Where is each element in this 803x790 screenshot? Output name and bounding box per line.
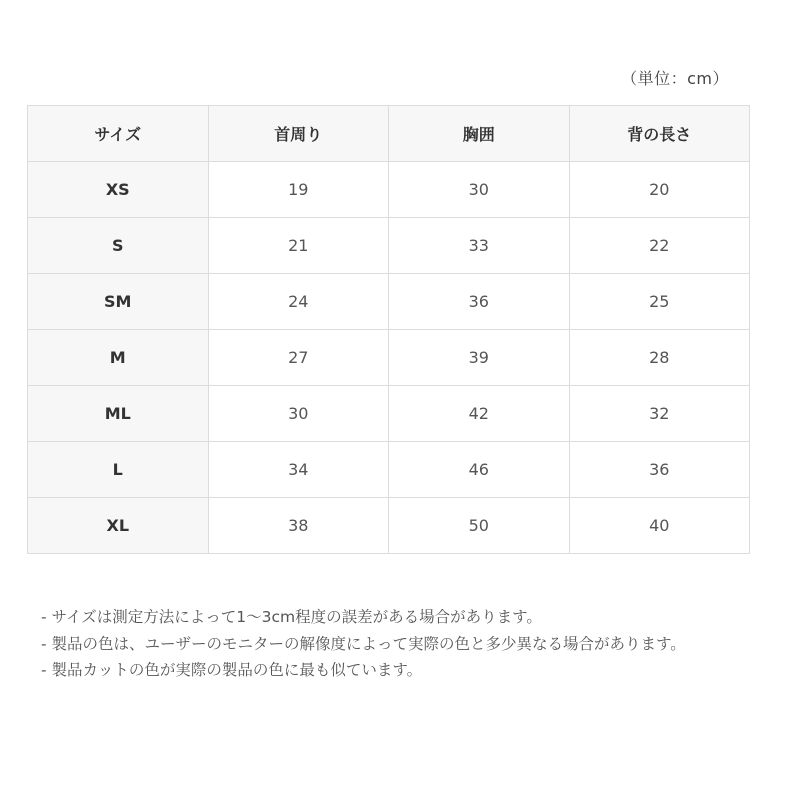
header-size: サイズ	[28, 106, 209, 162]
table-row	[28, 498, 750, 554]
note-product-cut-color: - 製品カットの色が実際の製品の色に最も似ています。	[41, 661, 423, 679]
chest-cell: 36	[389, 274, 570, 330]
table-row	[28, 162, 750, 218]
size-table	[27, 105, 750, 554]
header-back-length: 背の長さ	[569, 106, 750, 162]
back-length-cell: 20	[569, 162, 750, 218]
size-cell: S	[28, 218, 209, 274]
size-cell: SM	[28, 274, 209, 330]
neck-cell: 19	[208, 162, 389, 218]
size-cell: ML	[28, 386, 209, 442]
note-measurement-error: - サイズは測定方法によって1～3cm程度の誤差がある場合があります。	[41, 608, 542, 626]
neck-cell: 38	[208, 498, 389, 554]
back-length-cell: 40	[569, 498, 750, 554]
table-header-row	[28, 106, 750, 162]
chest-cell: 30	[389, 162, 570, 218]
chest-cell: 46	[389, 442, 570, 498]
back-length-cell: 28	[569, 330, 750, 386]
size-cell: M	[28, 330, 209, 386]
note-monitor-color: - 製品の色は、ユーザーのモニターの解像度によって実際の色と多少異なる場合があります。	[41, 634, 686, 653]
back-length-cell: 25	[569, 274, 750, 330]
chest-cell: 39	[389, 330, 570, 386]
back-length-cell: 36	[569, 442, 750, 498]
back-length-cell: 22	[569, 218, 750, 274]
header-neck: 首周り	[208, 106, 389, 162]
unit-label: （単位：cm）	[621, 69, 729, 88]
notes	[41, 604, 686, 684]
neck-cell: 24	[208, 274, 389, 330]
table-row	[28, 218, 750, 274]
table-row	[28, 386, 750, 442]
size-cell: XS	[28, 162, 209, 218]
table-row	[28, 330, 750, 386]
size-cell: L	[28, 442, 209, 498]
back-length-cell: 32	[569, 386, 750, 442]
chest-cell: 33	[389, 218, 570, 274]
table-row	[28, 442, 750, 498]
chest-cell: 50	[389, 498, 570, 554]
table-row	[28, 274, 750, 330]
neck-cell: 34	[208, 442, 389, 498]
neck-cell: 27	[208, 330, 389, 386]
neck-cell: 21	[208, 218, 389, 274]
neck-cell: 30	[208, 386, 389, 442]
header-chest: 胸囲	[389, 106, 570, 162]
chest-cell: 42	[389, 386, 570, 442]
size-cell: XL	[28, 498, 209, 554]
